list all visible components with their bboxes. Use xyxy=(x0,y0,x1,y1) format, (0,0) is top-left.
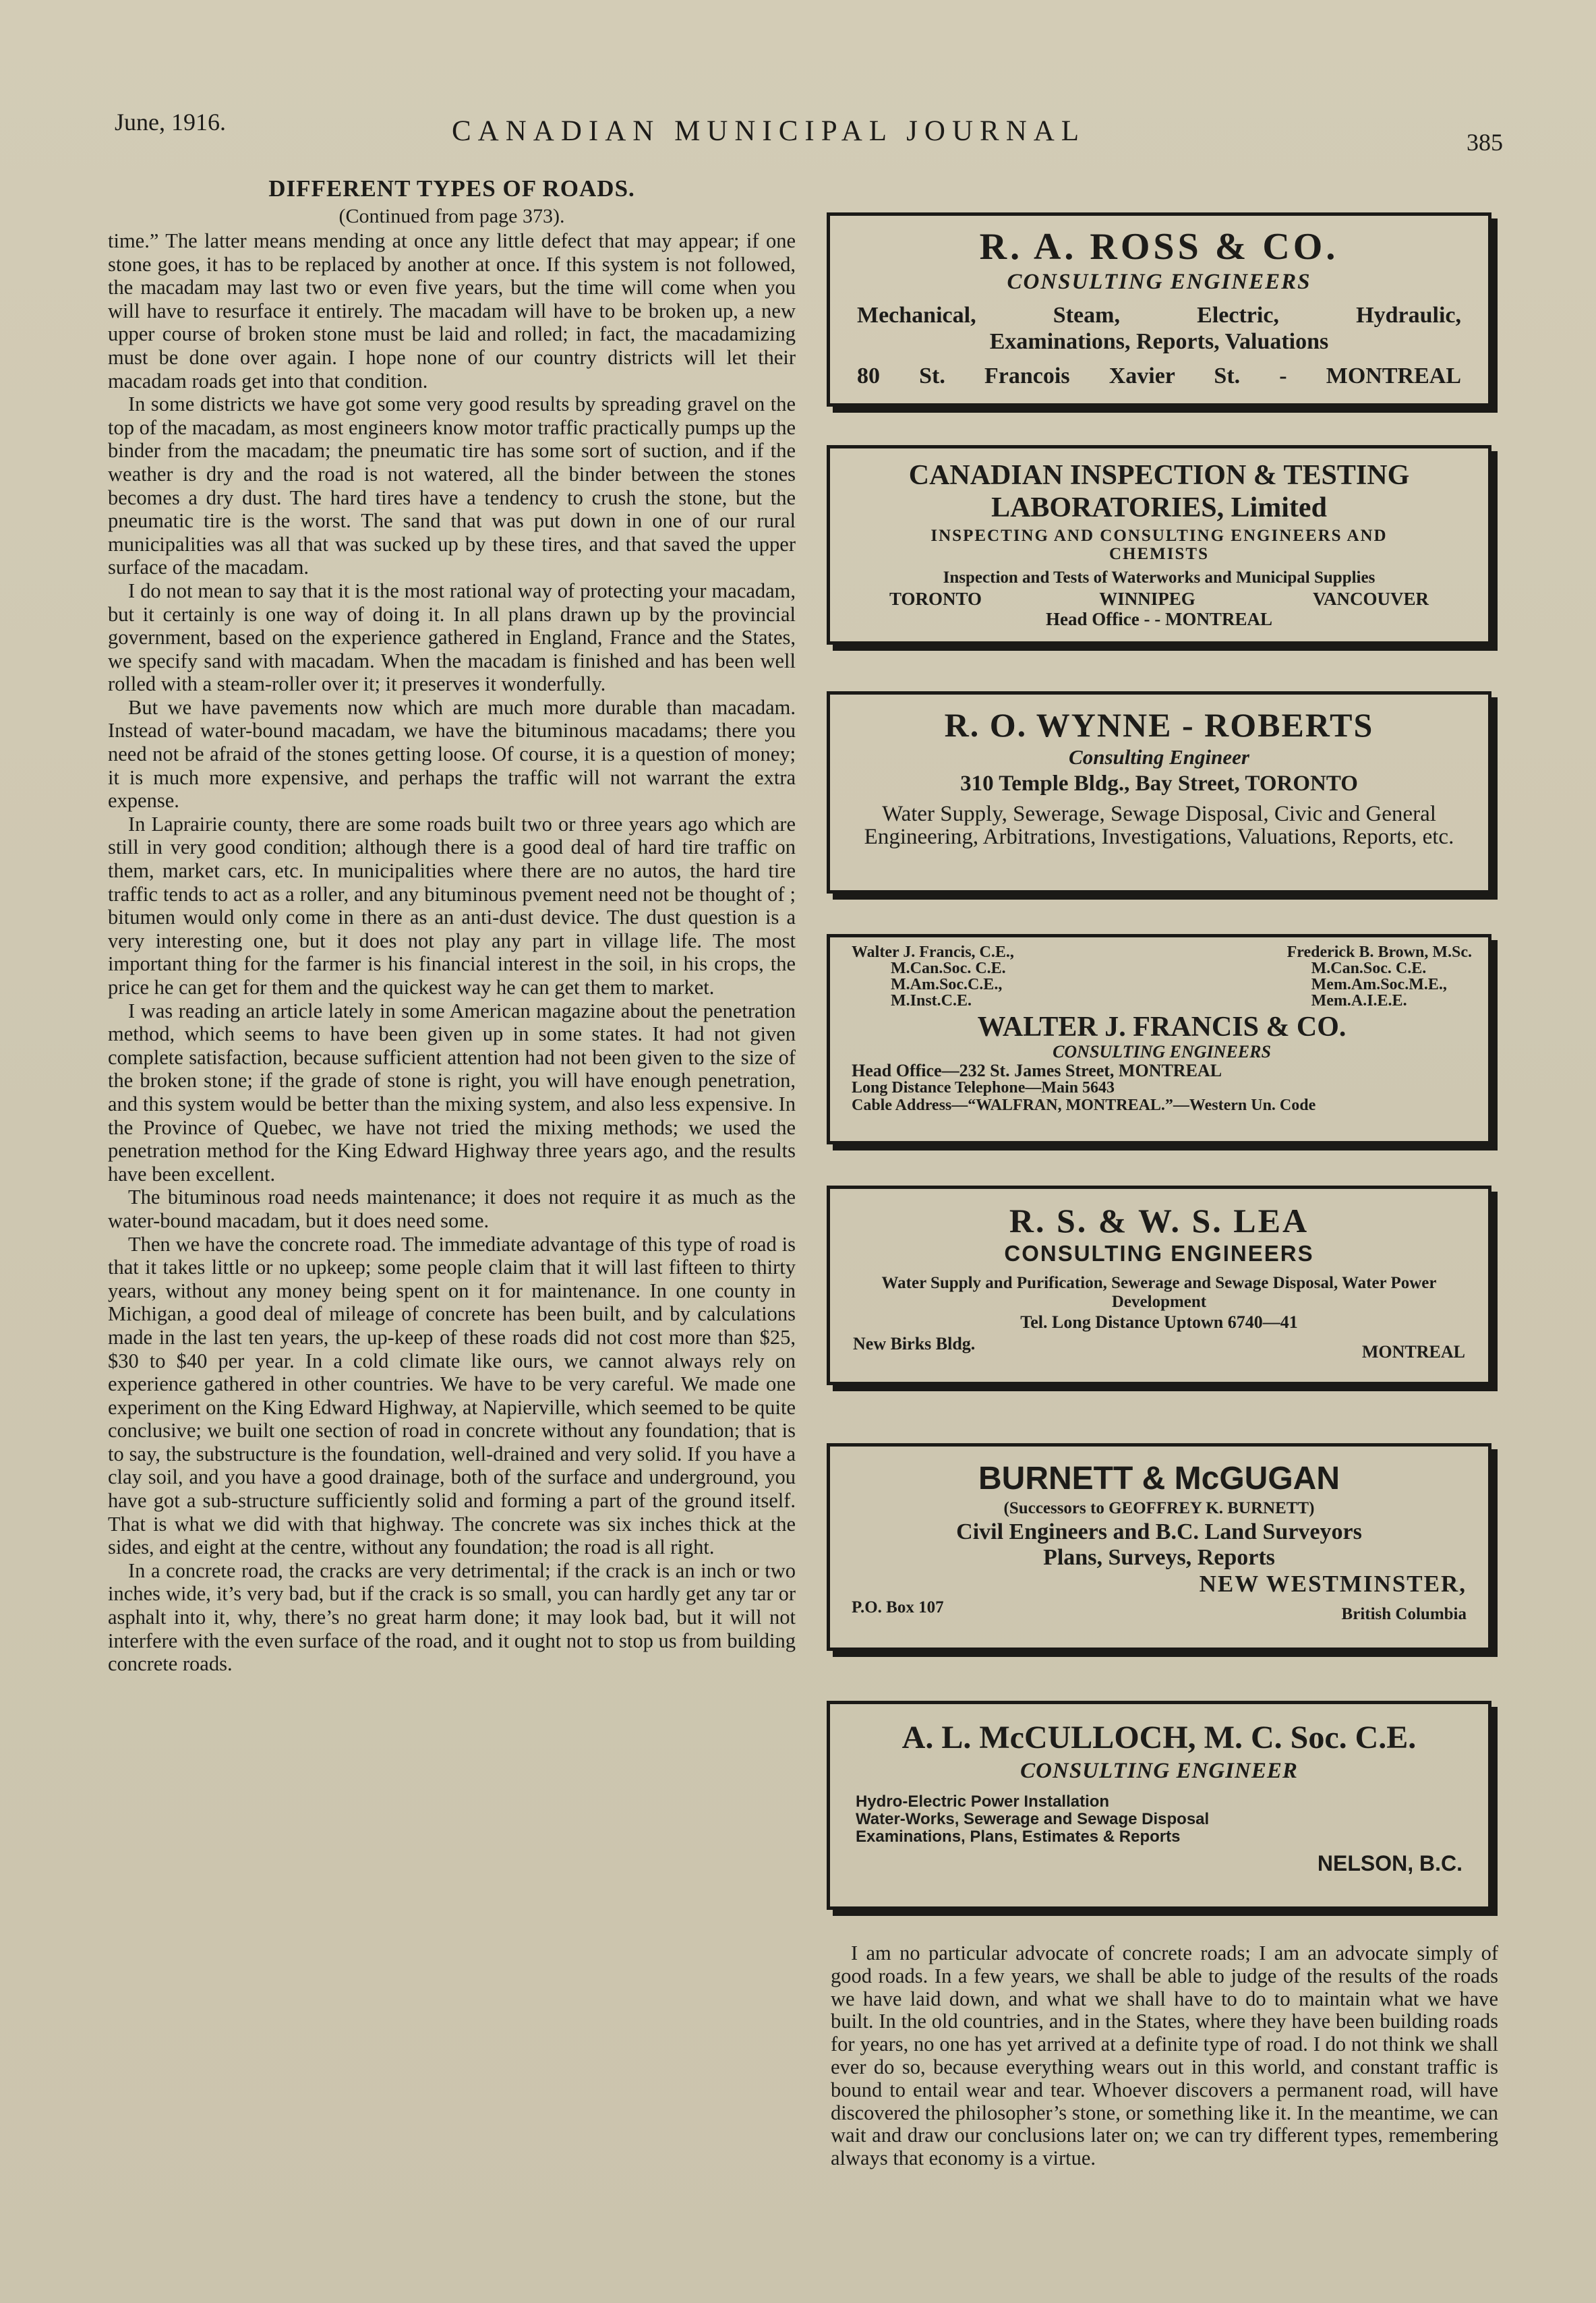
ad-francis-qual: M.Can.Soc. C.E. xyxy=(1311,960,1427,977)
ad-ross-services-1: Mechanical, Steam, Electric, Hydraulic, xyxy=(857,303,1461,328)
ad-ross-services-2: Examinations, Reports, Valuations xyxy=(989,329,1329,354)
article-paragraph: Then we have the concrete road. The immediate advantage of this type of road is that it takes little or no upkeep; some people claim that it will last fifteen to thirty years, without any money being spent on it for maintenance. In one county in Michigan, a good deal of mileage of concrete has been built, and by calculations made in the last ten years, the up-keep of these roads did not cost more than $25, $30 to $40 per year. In a cold climate like ours, we cannot always rely on experience gathered in other countries. We have to be very careful. We made one experiment on the King Edward Highway, at Napierville, which seemed to be quite conclusive; we built one section of road in concrete without any foundation; that is to say, the substructure is the foundation, well-drained and very solid. If you have a clay soil, and you have a good drainage, both of the surface and underground, you have got a sub-structure sufficiently solid and forming a part of the ground itself. That is what we did with that highway. The concrete was six inches thick at the sides, and eight at the centre, without any foundation; the road is all right. xyxy=(108,1232,796,1559)
ad-burnett-name: BURNETT & McGUGAN xyxy=(978,1461,1340,1496)
ad-francis-qual: M.Can.Soc. C.E. xyxy=(891,960,1006,977)
ad-francis-name: WALTER J. FRANCIS & CO. xyxy=(977,1012,1347,1043)
article-paragraph: In a concrete road, the cracks are very detrimental; if the crack is an inch or two inches wide, it’s very bad, but if the crack is so small, you can hardly get any tar or asphalt into it, why, there’s no great harm done; it may look bad, but it will not interfere with the even surface of the road, and it ought not to stop us from building concrete roads. xyxy=(108,1558,796,1676)
ad-wynne xyxy=(827,691,1491,894)
ad-inspection-role-2: CHEMISTS xyxy=(1109,545,1209,563)
article-paragraph: The bituminous road needs maintenance; it does not require it as much as the water-bound macadam, but it does need some. xyxy=(108,1186,796,1232)
article-paragraph: I was reading an article lately in some American magazine about the penetration method, which seems to have been given up in some states. It had not given complete satisfaction, because sufficient attention had not been given to the size of the broken stone; if the grade of stone is right, you will have enough penetration, and this system would be better than the mixing system, and also less expensive. In the Province of Quebec, we have not tried the mixing methods; we used the penetration method for the King Edward Highway three years ago, and the results have been excellent. xyxy=(108,999,796,1186)
ad-burnett-city: NEW WESTMINSTER, xyxy=(1199,1571,1467,1597)
ad-inspection-name-2: LABORATORIES, Limited xyxy=(991,492,1327,523)
ad-wynne-address: 310 Temple Bldg., Bay Street, TORONTO xyxy=(960,771,1358,796)
ad-mcculloch-line-3: Examinations, Plans, Estimates & Reports xyxy=(856,1828,1181,1846)
continued-note: (Continued from page 373). xyxy=(338,205,565,227)
ad-burnett-successors: (Successors to GEOFFREY K. BURNETT) xyxy=(1003,1499,1315,1517)
journal-title: CANADIAN MUNICIPAL JOURNAL xyxy=(452,115,1086,147)
ad-francis-qual: Mem.Am.Soc.M.E., xyxy=(1311,976,1447,993)
ad-francis-partner-1: Walter J. Francis, C.E., xyxy=(852,943,1014,961)
ad-lea-name: R. S. & W. S. LEA xyxy=(1009,1202,1309,1240)
ad-mcculloch-role: CONSULTING ENGINEER xyxy=(1020,1759,1298,1783)
ad-francis xyxy=(827,934,1491,1144)
ad-inspection-cities xyxy=(849,589,1469,609)
ad-francis-partners xyxy=(852,944,1472,1009)
ad-inspection-name-1: CANADIAN INSPECTION & TESTING xyxy=(908,460,1410,491)
ad-mcculloch-name: A. L. McCULLOCH, M. C. Soc. C.E. xyxy=(902,1720,1417,1755)
ad-burnett-role-2: Plans, Surveys, Reports xyxy=(1043,1545,1275,1570)
ad-francis-qual: M.Inst.C.E. xyxy=(891,992,972,1010)
ad-inspection-city: TORONTO xyxy=(889,589,982,609)
ad-wynne-services: Water Supply, Sewerage, Sewage Disposal, Civic and General Engineering, Arbitrations, Investigations, Valuations, Reports, etc. xyxy=(864,802,1454,849)
ad-francis-head-office: Head Office—232 St. James Street, MONTREAL xyxy=(852,1061,1222,1080)
article-column xyxy=(108,175,796,1676)
ad-mcculloch-line-2: Water-Works, Sewerage and Sewage Disposal xyxy=(856,1810,1210,1828)
closing-column xyxy=(831,1942,1498,2170)
ad-lea-services: Water Supply and Purification, Sewerage and Sewage Disposal, Water Power Development xyxy=(881,1274,1437,1311)
ad-francis-cable: Cable Address—“WALFRAN, MONTREAL.”—Western Un. Code xyxy=(852,1097,1316,1114)
ad-inspection-city: VANCOUVER xyxy=(1312,589,1429,609)
article-paragraph: In some districts we have got some very good results by spreading gravel on the top of the macadam, as most engineers know motor traffic practically pumps up the binder from the macadam; the pneumatic tire has some sort of suction, and if the weather is dry and the road is not watered, all the binder between the stones becomes a dry dust. The hard tires have a tendency to crush the stone, but the pneumatic tire is the worst. The sand that was put down in one of our rural municipalities was all that was sucked up by these tires, and that saved the upper surface of the macadam. xyxy=(108,392,796,579)
ad-lea-building: New Birks Bldg. xyxy=(853,1334,976,1353)
ad-lea-role: CONSULTING ENGINEERS xyxy=(1004,1241,1314,1266)
ad-ross-address: 80 St. Francois Xavier St. - MONTREAL xyxy=(857,363,1461,388)
issue-date: June, 1916. xyxy=(115,109,226,136)
ad-inspection-role-1: INSPECTING AND CONSULTING ENGINEERS AND xyxy=(930,527,1388,545)
ad-mcculloch-city: NELSON, B.C. xyxy=(1317,1851,1462,1875)
article-title: DIFFERENT TYPES OF ROADS. xyxy=(268,175,635,202)
closing-paragraph: I am no particular advocate of concrete roads; I am an advocate simply of good roads. In a few years, we shall be able to judge of the results of the roads we have laid down, and what we shall have to do to maintain what we have built. In the old countries, and in the States, where they have been building roads for years, no one has yet arrived at a definite type of road. I do not think we shall ever do so, because everything wears out in this world, and constant traffic is bound to entail wear and tear. Whoever discovers a permanent road, will have discovered the philosopher’s stone, or something like it. In the meantime, we can wait and draw our conclusions later on; we can try different types, remembering always that economy is a virtue. xyxy=(831,1942,1498,2170)
ad-francis-partner-2: Frederick B. Brown, M.Sc. xyxy=(1287,943,1472,961)
ad-inspection-services: Inspection and Tests of Waterworks and Municipal Supplies xyxy=(943,569,1376,587)
ad-francis-qual: M.Am.Soc.C.E., xyxy=(891,976,1003,993)
ad-lea-phone: Tel. Long Distance Uptown 6740—41 xyxy=(1020,1312,1298,1332)
ad-lea xyxy=(827,1186,1491,1385)
ad-wynne-name: R. O. WYNNE - ROBERTS xyxy=(944,706,1374,744)
ad-burnett-province: British Columbia xyxy=(1341,1605,1467,1623)
ad-mcculloch-line-1: Hydro-Electric Power Installation xyxy=(856,1792,1110,1811)
ad-francis-role: CONSULTING ENGINEERS xyxy=(1053,1042,1271,1061)
ad-wynne-role: Consulting Engineer xyxy=(1069,745,1249,769)
ad-burnett xyxy=(827,1443,1491,1651)
ad-lea-footer xyxy=(853,1333,1465,1363)
ad-francis-phone: Long Distance Telephone—Main 5643 xyxy=(852,1079,1115,1097)
ad-ross-name: R. A. ROSS & CO. xyxy=(979,226,1339,268)
ad-inspection-head-office: Head Office - - MONTREAL xyxy=(1046,609,1272,629)
article-paragraph: time.” The latter means mending at once any little defect that may appear; if one stone goes, it has to be replaced by another at once. If this system is not followed, the macadam may last two or even five years, but the time will come when you will have to resurface it entirely. The macadam will have to be broken up, a new upper course of broken stone must be laid and rolled; in fact, the macadamizing must be done over again. I hope none of our country districts will let their macadam roads get into that condition. xyxy=(108,229,796,392)
article-paragraph: In Laprairie county, there are some roads built two or three years ago which are still in very good condition; although there is a good deal of hard tire traffic on them, market cars, etc. In municipalities where there are no autos, the hard tire traffic tends to act as a roller, and any bituminous pvement need not be thought of ; bitumen would only come in there as an anti-dust device. The dust question is a very interesting one, but it does not play any part in village life. The most important thing for the farmer is his financial interest in the soil, in his crops, the price he can get for them and the quickest way he can get them to market. xyxy=(108,812,796,999)
ad-mcculloch xyxy=(827,1701,1491,1910)
ad-inspection-city: WINNIPEG xyxy=(1099,589,1195,609)
ad-burnett-footer xyxy=(852,1598,1467,1625)
ad-burnett-pobox: P.O. Box 107 xyxy=(852,1598,944,1616)
article-paragraph: But we have pavements now which are much more durable than macadam. Instead of water-bound macadam, we have the bituminous macadams; there you need not be afraid of the stones getting loose. Of course, it is a question of money; it is much more expensive, and perhaps the traffic will not warrant the extra expense. xyxy=(108,695,796,813)
article-paragraph: I do not mean to say that it is the most rational way of protecting your macadam, but it certainly is one way of doing it. In all plans drawn up by the provincial government, based on the experience gathered in England, France and the States, we specify sand with macadam. When the macadam is finished and has been well rolled with a steam-roller over it; it preserves it wonderfully. xyxy=(108,579,796,696)
ad-francis-qual: Mem.A.I.E.E. xyxy=(1311,992,1407,1010)
ad-lea-city: MONTREAL xyxy=(1361,1342,1465,1362)
ad-burnett-role-1: Civil Engineers and B.C. Land Surveyors xyxy=(956,1519,1362,1544)
ad-inspection xyxy=(827,445,1491,645)
ad-ross xyxy=(827,212,1491,407)
page-number: 385 xyxy=(1467,129,1503,156)
ad-ross-role: CONSULTING ENGINEERS xyxy=(1007,270,1311,294)
